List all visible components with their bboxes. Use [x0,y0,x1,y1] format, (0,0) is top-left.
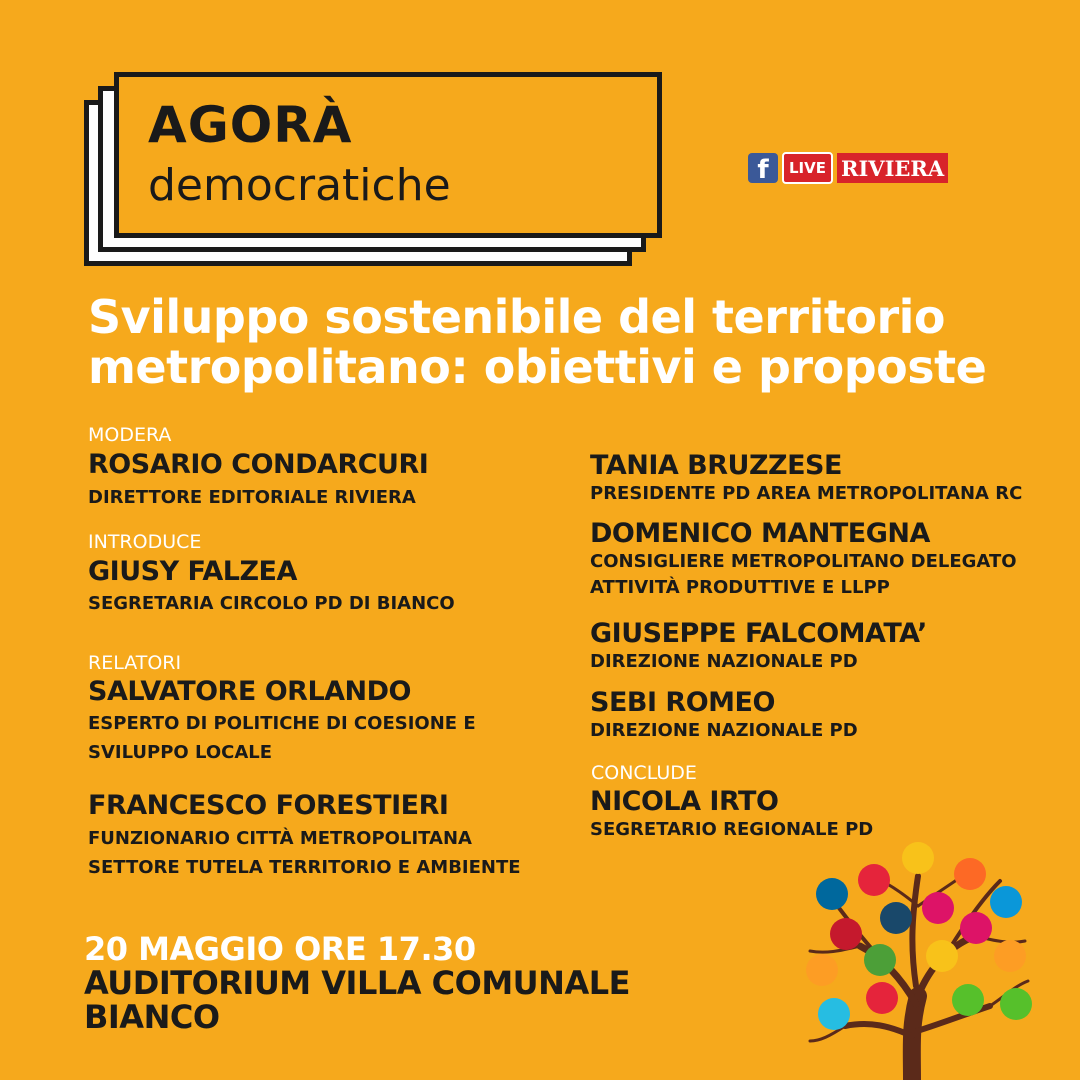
event-venue [84,966,630,1034]
facebook-icon: f [748,153,778,183]
speaker-name-orlando: SALVATORE ORLANDO [88,676,412,707]
closer-role: SEGRETARIO REGIONALE PD [590,819,874,840]
riviera-logo: RIVIERA [837,153,948,183]
closer-name: NICOLA IRTO [590,786,779,817]
relatori-label: RELATORI [88,652,182,674]
speaker-role-orlando-line2: SVILUPPO LOCALE [88,742,273,763]
introducer-role: SEGRETARIA CIRCOLO PD DI BIANCO [88,593,455,614]
event-headline [88,292,1068,392]
speaker-role-mantegna-line2: ATTIVITÀ PRODUTTIVE E LLPP [590,577,890,598]
live-badge: LIVE [782,152,833,184]
venue-line-1: AUDITORIUM VILLA COMUNALE [84,964,630,1002]
speaker-role-falcomata: DIREZIONE NAZIONALE PD [590,651,858,672]
speaker-role-orlando-line1: ESPERTO DI POLITICHE DI COESIONE E [88,713,476,734]
broadcast-logos [748,151,948,185]
speaker-role-bruzzese: PRESIDENTE PD AREA METROPOLITANA RC [590,483,1023,504]
speaker-role-forestieri-line1: FUNZIONARIO CITTÀ METROPOLITANA [88,828,472,849]
modera-label: MODERA [88,424,172,446]
event-series-title: AGORÀ [148,96,353,154]
speaker-name-romeo: SEBI ROMEO [590,687,775,718]
speaker-name-falcomata: GIUSEPPE FALCOMATA’ [590,618,927,649]
headline-line-2: metropolitano: obiettivi e proposte [88,340,987,394]
event-date-time: 20 MAGGIO ORE 17.30 [84,930,476,968]
venue-line-2: BIANCO [84,998,220,1036]
moderator-name: ROSARIO CONDARCURI [88,449,429,480]
speaker-name-bruzzese: TANIA BRUZZESE [590,450,842,481]
headline-line-1: Sviluppo sostenibile del territorio [88,290,945,344]
speaker-role-mantegna-line1: CONSIGLIERE METROPOLITANO DELEGATO [590,551,1017,572]
event-series-subtitle: democratiche [148,160,451,211]
speaker-name-mantegna: DOMENICO MANTEGNA [590,518,930,549]
introduce-label: INTRODUCE [88,531,202,553]
speaker-role-romeo: DIREZIONE NAZIONALE PD [590,720,858,741]
speaker-name-forestieri: FRANCESCO FORESTIERI [88,790,449,821]
introducer-name: GIUSY FALZEA [88,556,297,587]
moderator-role: DIRETTORE EDITORIALE RIVIERA [88,487,416,508]
sdg-tree-icon [800,836,1040,1080]
conclude-label: CONCLUDE [591,762,697,784]
speaker-role-forestieri-line2: SETTORE TUTELA TERRITORIO E AMBIENTE [88,857,521,878]
